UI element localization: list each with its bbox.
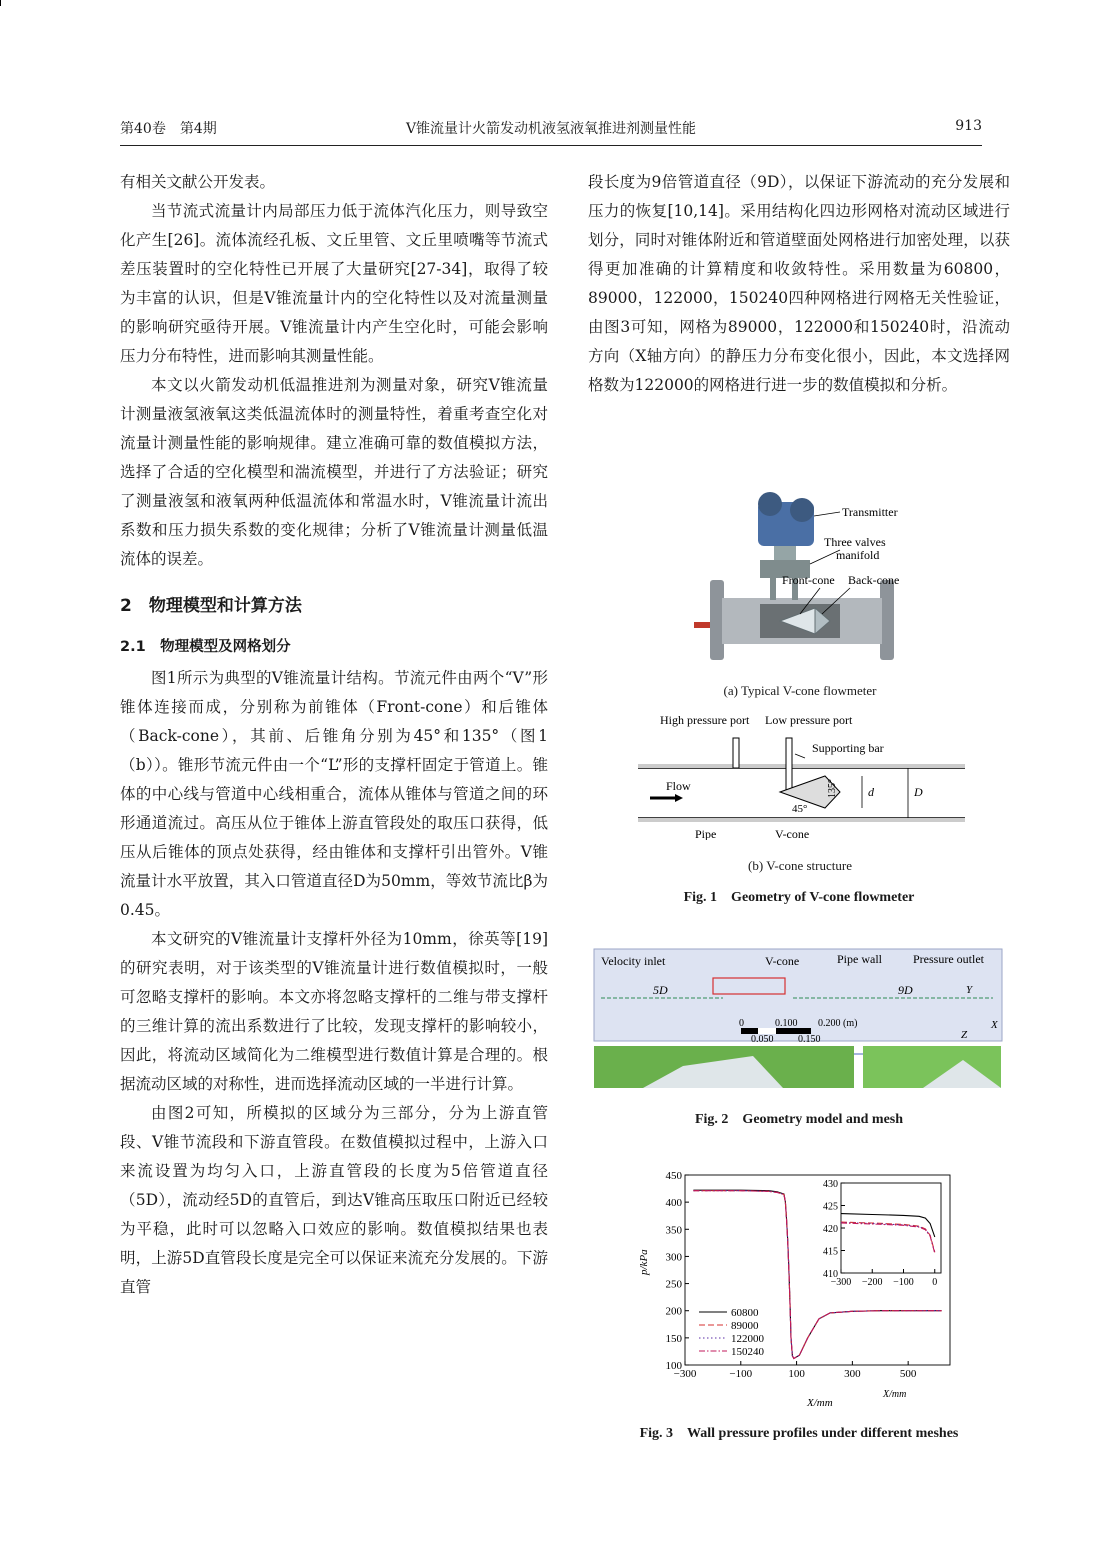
paragraph: 本文研究的V锥流量计支撑杆外径为10mm，徐英等[19]的研究表明，对于该类型的V锥流量计进行数值模拟时，一般可忽略支撑杆的影响。本文亦将忽略支撑杆的二维与带支撑杆的三维计算的流出系数进行了比较，发现支撑杆的影响较小，因此，将流动区域简化为二维模型进行数值计算是合理的。根据流动区域的对称性，进而选择流动区域的一半进行计算。 — [120, 930, 548, 1093]
x-tick-label: −300 — [673, 1368, 697, 1380]
flow-arrow — [694, 622, 710, 628]
y-axis-label: p/kPa — [638, 1249, 650, 1275]
scale-100: 0.100 — [775, 1018, 798, 1029]
label-d: d — [868, 785, 874, 799]
section-heading: 2 物理模型和计算方法 — [120, 596, 302, 616]
x-tick-label: 0 — [932, 1277, 938, 1288]
y-tick-label: 250 — [665, 1278, 682, 1291]
y-tick-label: 200 — [665, 1305, 682, 1318]
y-tick-label: 425 — [823, 1201, 838, 1213]
label-pipe: Pipe — [695, 827, 717, 840]
label-pressure-outlet: Pressure outlet — [913, 952, 984, 966]
label-manifold: manifold — [836, 548, 880, 562]
right-column — [588, 168, 1010, 400]
scale-200: 0.200 (m) — [818, 1018, 858, 1029]
high-pressure-port — [733, 738, 739, 768]
label-v-cone: V-cone — [765, 954, 800, 968]
running-title: V锥流量计火箭发动机液氢液氧推进剂测量性能 — [405, 121, 697, 137]
label-high-pressure-port: High pressure port — [660, 713, 750, 727]
label-low-pressure-port: Low pressure port — [765, 713, 853, 727]
legend-label: 122000 — [731, 1333, 764, 1345]
paragraph: 段长度为9倍管道直径（9D），以保证下游流动的充分发展和压力的恢复[10,14]。采用结构化四边形网格对流动区域进行划分，同时对锥体附近和管道壁面处网格进行加密处理，以获得更加准确的计算精度和收敛特性。采用数量为60800，89000，122000，150240四种网格进行网格无关性验证，由图3可知，网格为89000，122000和150240时，沿流动方向（X轴方向）的静压力分布变化很小，因此，本文选择网格数为122000的网格进行进一步的数值模拟和分析。 — [588, 173, 1010, 394]
scale-150: 0.150 — [798, 1034, 821, 1045]
paragraph: 有相关文献公开发表。 — [120, 173, 276, 191]
y-tick-label: 450 — [665, 1170, 682, 1182]
scale-050: 0.050 — [751, 1034, 774, 1045]
legend-label: 150240 — [731, 1346, 764, 1358]
y-tick-label: 430 — [823, 1179, 838, 1190]
running-header — [120, 118, 982, 142]
low-pressure-port — [786, 738, 792, 790]
label-5D: 5D — [653, 983, 668, 997]
page-number: 913 — [955, 118, 982, 134]
figure-2-geometry-mesh — [593, 948, 1003, 1090]
paragraph: 图1所示为典型的V锥流量计结构。节流元件由两个“V”形锥体连接而成，分别称为前锥体（Front-cone）和后锥体（Back-cone），其前、后锥角分别为45°和135°（图1（b））。锥形节流元件由一个“L”形的支撑杆固定于管道上。锥体的中心线与管道中心线相重合，流体从锥体与管道之间的环形通道流过。高压从位于锥体上游直管段处的取压口获得，低压从后锥体的顶点处获得，经由锥体和支撑杆引出管外。V锥流量计水平放置，其入口管道直径D为50mm，等效节流比β为0.45。 — [120, 669, 548, 919]
inset-plot-frame — [841, 1183, 941, 1273]
x-tick-label: 500 — [899, 1368, 917, 1380]
x-tick-label: −100 — [729, 1368, 753, 1380]
volume-issue: 第40卷 第4期 — [120, 121, 217, 137]
figure-1a-caption: (a) Typical V-cone flowmeter — [723, 683, 877, 698]
label-front-cone: Front-cone — [782, 573, 835, 587]
y-tick-label: 400 — [665, 1197, 682, 1210]
scale-0: 0 — [739, 1018, 744, 1029]
paragraph: 本文以火箭发动机低温推进剂为测量对象，研究V锥流量计测量液氢液氧这类低温流体时的测量特性，着重考查空化对流量计测量性能的影响规律。建立准确可靠的数值模拟方法，选择了合适的空化模型和湍流模型，并进行了方法验证；研究了测量液氢和液氧两种低温流体和常温水时，V锥流量计流出系数和压力损失系数的变化规律；分析了V锥流量计测量低温流体的误差。 — [120, 376, 548, 568]
label-velocity-inlet: Velocity inlet — [601, 954, 666, 968]
x-tick-label: −100 — [893, 1277, 914, 1288]
label-axis-z: Z — [961, 1029, 968, 1041]
header-rule — [120, 145, 982, 146]
figure-3-caption: Fig. 3 Wall pressure profiles under different meshes — [639, 1426, 959, 1441]
figure-1b-diagram — [630, 710, 975, 840]
subsection-heading: 2.1 物理模型及网格划分 — [120, 639, 291, 655]
paragraph: 由图2可知，所模拟的区域分为三部分，分为上游直管段、V锥节流段和下游直管段。在数值模拟过程中，上游入口来流设置为均匀入口，上游直管段的长度为5倍管道直径（5D），流动经5D的直管后，到达V锥高压取压口附近已经较为平稳，此时可以忽略入口效应的影响。数值模拟结果也表明，上游5D直管段长度是完全可以保证来流充分发展的。下游直管 — [120, 1104, 548, 1296]
x-tick-label: 100 — [788, 1368, 805, 1380]
label-transmitter: Transmitter — [842, 505, 898, 519]
label-valves: Three valves — [824, 535, 886, 549]
label-v-cone: V-cone — [775, 827, 810, 840]
label-D: D — [914, 785, 923, 799]
y-tick-label: 100 — [665, 1360, 682, 1372]
x-tick-label: −200 — [861, 1277, 883, 1288]
y-tick-label: 350 — [665, 1224, 682, 1237]
figure-1-caption: Fig. 1 Geometry of V-cone flowmeter — [683, 890, 915, 905]
y-tick-label: 150 — [665, 1332, 682, 1345]
y-tick-label: 410 — [823, 1269, 838, 1280]
x-tick-label: −300 — [830, 1277, 852, 1288]
label-pipe-wall: Pipe wall — [837, 952, 882, 966]
corner-mark — [0, 0, 1, 6]
inlet-flange — [710, 580, 724, 660]
label-axis-x: X — [991, 1019, 998, 1031]
figure-2-caption: Fig. 2 Geometry model and mesh — [694, 1112, 904, 1127]
figure-1b-caption: (b) V-cone structure — [748, 858, 852, 873]
label-flow: Flow — [666, 779, 691, 793]
y-tick-label: 415 — [823, 1246, 838, 1258]
label-135-deg: 135° — [827, 779, 838, 798]
x-axis-label: X/mm — [807, 1397, 833, 1409]
label-back-cone: Back-cone — [848, 573, 900, 587]
y-tick-label: 420 — [823, 1224, 838, 1235]
inset-x-axis-label: X/mm — [883, 1389, 907, 1400]
figure-3-chart — [625, 1165, 965, 1410]
legend-label: 60800 — [731, 1307, 759, 1319]
label-supporting-bar: Supporting bar — [812, 741, 884, 755]
label-axis-y: Y — [966, 984, 973, 996]
x-tick-label: 300 — [844, 1368, 861, 1380]
y-tick-label: 300 — [665, 1251, 682, 1264]
figure-1a-illustration — [690, 480, 930, 675]
label-9D: 9D — [898, 983, 913, 997]
left-column — [120, 168, 548, 1302]
paragraph: 当节流式流量计内局部压力低于流体汽化压力，则导致空化产生[26]。流体流经孔板、文丘里管、文丘里喷嘴等节流式差压装置时的空化特性已开展了大量研究[27-34]，取得了较为丰富的认识，但是V锥流量计内的空化特性以及对流量测量的影响研究亟待开展。V锥流量计内产生空化时，可能会影响压力分布特性，进而影响其测量性能。 — [120, 202, 548, 365]
label-45-deg: 45° — [792, 803, 808, 815]
legend-label: 89000 — [731, 1320, 759, 1332]
outlet-flange — [880, 580, 894, 660]
